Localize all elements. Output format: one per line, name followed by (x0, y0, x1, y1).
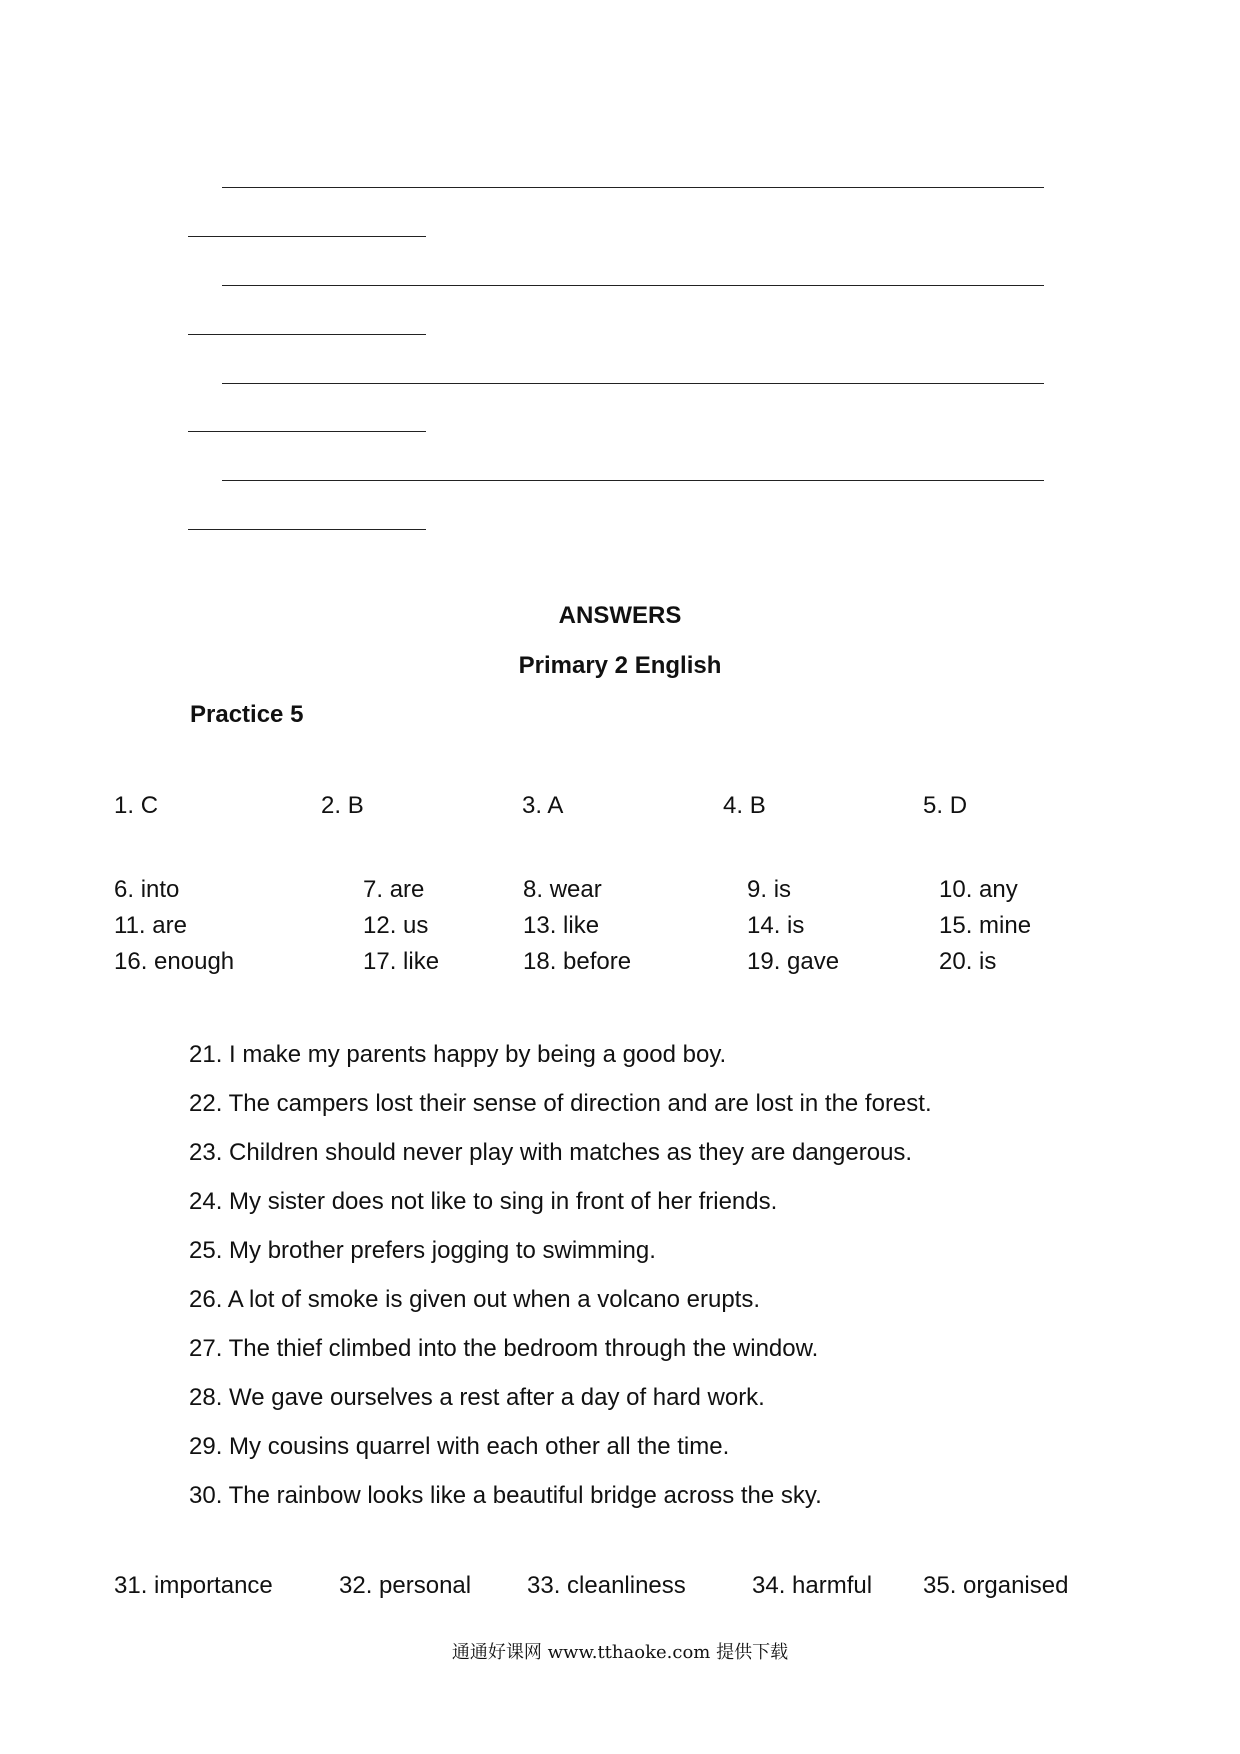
writing-line (222, 187, 1044, 188)
sentence-answer: 25. My brother prefers jogging to swimming. (189, 1237, 656, 1264)
writing-line (188, 431, 426, 432)
fill-in-row (0, 948, 1240, 978)
fill-in-answer: 9. is (747, 876, 792, 903)
mc-answer-1: 1. C (114, 792, 159, 819)
word-form-answer: 33. cleanliness (527, 1572, 686, 1599)
subject-title: Primary 2 English (518, 652, 722, 679)
mc-answer-3: 3. A (522, 792, 564, 819)
fill-in-answer: 19. gave (747, 948, 840, 975)
word-form-answer: 35. organised (923, 1572, 1069, 1599)
fill-in-answer: 10. any (939, 876, 1018, 903)
fill-in-answer: 14. is (747, 912, 805, 939)
writing-line (222, 285, 1044, 286)
sentence-answer: 23. Children should never play with matches as they are dangerous. (189, 1139, 913, 1166)
writing-line (188, 236, 426, 237)
word-form-answer: 31. importance (114, 1572, 273, 1599)
fill-in-answer: 12. us (363, 912, 429, 939)
fill-in-answer: 11. are (114, 912, 187, 939)
mc-answer-2: 2. B (321, 792, 364, 819)
sentence-answer: 21. I make my parents happy by being a good boy. (189, 1041, 727, 1068)
fill-in-row (0, 876, 1240, 906)
fill-in-answer: 20. is (939, 948, 997, 975)
fill-in-answer: 13. like (523, 912, 600, 939)
mc-answer-4: 4. B (723, 792, 766, 819)
sentence-answers (189, 1040, 932, 1530)
fill-in-answer: 18. before (523, 948, 632, 975)
word-form-answer: 34. harmful (752, 1572, 873, 1599)
word-form-answers-row (0, 1572, 1240, 1602)
writing-line (222, 383, 1044, 384)
footer-text: 通通好课网 www.tthaoke.com 提供下载 (451, 1642, 789, 1663)
sentence-answer: 29. My cousins quarrel with each other all the time. (189, 1433, 730, 1460)
writing-line (188, 529, 426, 530)
sentence-answer: 22. The campers lost their sense of direction and are lost in the forest. (189, 1090, 932, 1117)
writing-line (222, 480, 1044, 481)
fill-in-answer: 16. enough (114, 948, 235, 975)
sentence-answer: 30. The rainbow looks like a beautiful bridge across the sky. (189, 1482, 822, 1509)
sentence-answer: 24. My sister does not like to sing in front of her friends. (189, 1188, 778, 1215)
answers-title: ANSWERS (558, 602, 682, 629)
fill-in-answer: 7. are (363, 876, 425, 903)
practice-label: Practice 5 (190, 701, 304, 728)
sentence-answer: 27. The thief climbed into the bedroom through the window. (189, 1335, 819, 1362)
fill-in-answer: 17. like (363, 948, 440, 975)
word-form-answer: 32. personal (339, 1572, 472, 1599)
writing-line (188, 334, 426, 335)
fill-in-answer: 8. wear (523, 876, 602, 903)
mc-answer-5: 5. D (923, 792, 968, 819)
fill-in-row (0, 912, 1240, 942)
fill-in-answer: 15. mine (939, 912, 1032, 939)
sentence-answer: 26. A lot of smoke is given out when a volcano erupts. (189, 1286, 761, 1313)
mc-answers-row (0, 792, 1240, 822)
fill-in-answer: 6. into (114, 876, 180, 903)
sentence-answer: 28. We gave ourselves a rest after a day of hard work. (189, 1384, 765, 1411)
